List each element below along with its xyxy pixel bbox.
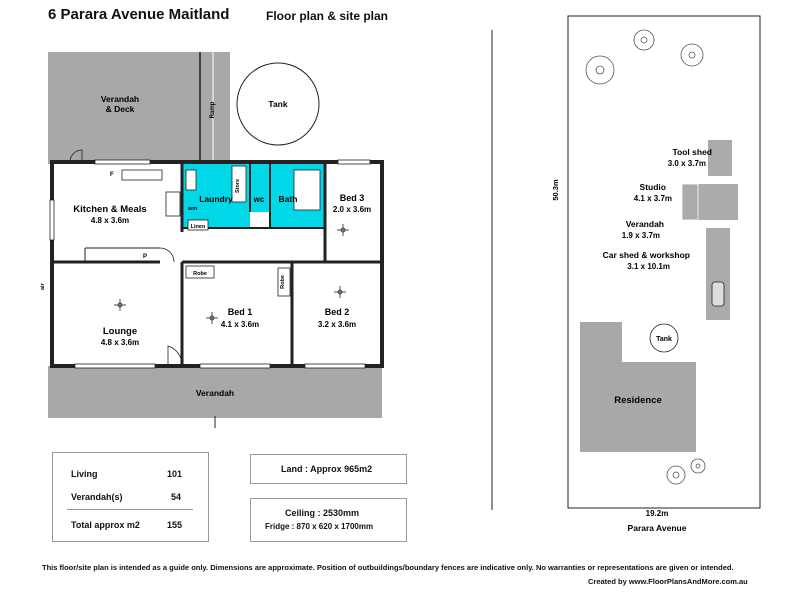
stove bbox=[166, 192, 180, 216]
laundry-trough bbox=[186, 170, 196, 190]
verandah-name: Verandah bbox=[625, 219, 664, 229]
shower bbox=[294, 170, 320, 210]
linen-label: Linen bbox=[190, 224, 206, 230]
site-plan bbox=[460, 0, 800, 560]
land-note-box bbox=[250, 454, 407, 484]
disclaimer: This floor/site plan is intended as a guide only. Dimensions are approximate. Position of outbuildings/boundary fences are indicative only. No warranties or representations are given or intended. bbox=[42, 563, 734, 572]
verandah-value: 54 bbox=[171, 492, 182, 502]
verandah-deck-label-1: Verandah bbox=[100, 94, 140, 104]
robe-bed2-label: Robe bbox=[280, 275, 286, 289]
window bbox=[75, 364, 155, 368]
bed1-dim: 4.1 x 3.6m bbox=[220, 320, 260, 329]
studio-dim: 4.1 x 3.7m bbox=[633, 194, 672, 203]
bath-label: Bath bbox=[278, 194, 298, 204]
window bbox=[50, 200, 54, 240]
living-label: Living bbox=[71, 469, 98, 479]
kitchen-label: Kitchen & Meals bbox=[73, 204, 147, 215]
wc-label: wc bbox=[253, 195, 265, 204]
tool-shed-name: Tool shed bbox=[672, 147, 712, 157]
tank-label: Tank bbox=[268, 99, 288, 109]
laundry-label: Laundry bbox=[199, 194, 233, 204]
ceiling-note: Ceiling : 2530mm bbox=[285, 508, 360, 518]
site-depth-label: 50.3m bbox=[551, 179, 560, 201]
table-divider bbox=[67, 509, 193, 510]
bed3-dim: 2.0 x 3.6m bbox=[332, 205, 372, 214]
bed2-label: Bed 2 bbox=[324, 307, 350, 317]
total-label: Total approx m2 bbox=[71, 520, 140, 530]
window bbox=[338, 160, 370, 164]
car-icon bbox=[712, 282, 724, 306]
bed2-dim: 3.2 x 3.6m bbox=[317, 320, 357, 329]
wc-area bbox=[250, 162, 270, 212]
page-title: 6 Parara Avenue Maitland bbox=[48, 6, 230, 23]
verandah-shape bbox=[682, 184, 698, 220]
residence-label: Residence bbox=[614, 395, 662, 406]
store-label: Store bbox=[235, 178, 241, 194]
land-note: Land : Approx 965m2 bbox=[281, 464, 373, 474]
tool-shed-shape bbox=[708, 140, 732, 176]
tool-shed-dim: 3.0 x 3.7m bbox=[667, 159, 706, 168]
studio-name: Studio bbox=[639, 182, 666, 192]
lounge-label: Lounge bbox=[102, 326, 138, 337]
robe-bed1-label: Robe bbox=[193, 271, 207, 277]
site-width-label: 19.2m bbox=[645, 509, 669, 518]
bed3-label: Bed 3 bbox=[339, 193, 365, 203]
window bbox=[200, 364, 270, 368]
residence-shape bbox=[580, 322, 696, 452]
car-shed-name: Car shed & workshop bbox=[602, 250, 690, 260]
window bbox=[95, 160, 150, 164]
verandah-dim: 1.9 x 3.7m bbox=[621, 231, 660, 240]
kitchen-dim: 4.8 x 3.6m bbox=[90, 216, 130, 225]
bed1-label: Bed 1 bbox=[227, 307, 253, 317]
street-label: Parara Avenue bbox=[627, 523, 687, 533]
fridge-mark: F bbox=[110, 172, 114, 178]
site-tank-label: Tank bbox=[656, 336, 672, 343]
front-verandah-label: Verandah bbox=[195, 388, 235, 398]
area-summary-table bbox=[52, 452, 209, 542]
verandah-deck-label-2: & Deck bbox=[105, 104, 135, 114]
window bbox=[305, 364, 365, 368]
total-value: 155 bbox=[167, 520, 183, 530]
fridge-note: Fridge : 870 x 620 x 1700mm bbox=[265, 522, 374, 531]
lounge-dim: 4.8 x 3.6m bbox=[100, 338, 140, 347]
air-mark: air bbox=[40, 283, 46, 290]
page-subtitle: Floor plan & site plan bbox=[266, 9, 389, 23]
verandah-label: Verandah(s) bbox=[71, 492, 123, 502]
living-value: 101 bbox=[167, 469, 183, 479]
credit: Created by www.FloorPlansAndMore.com.au bbox=[588, 577, 748, 586]
car-shed-dim: 3.1 x 10.1m bbox=[627, 262, 670, 271]
pantry-mark: P bbox=[143, 254, 148, 260]
wm-mark: wm bbox=[188, 206, 198, 212]
kitchen-sink bbox=[122, 170, 162, 180]
ceiling-fridge-note-box bbox=[250, 498, 407, 542]
ramp-label: Ramp bbox=[210, 101, 216, 119]
